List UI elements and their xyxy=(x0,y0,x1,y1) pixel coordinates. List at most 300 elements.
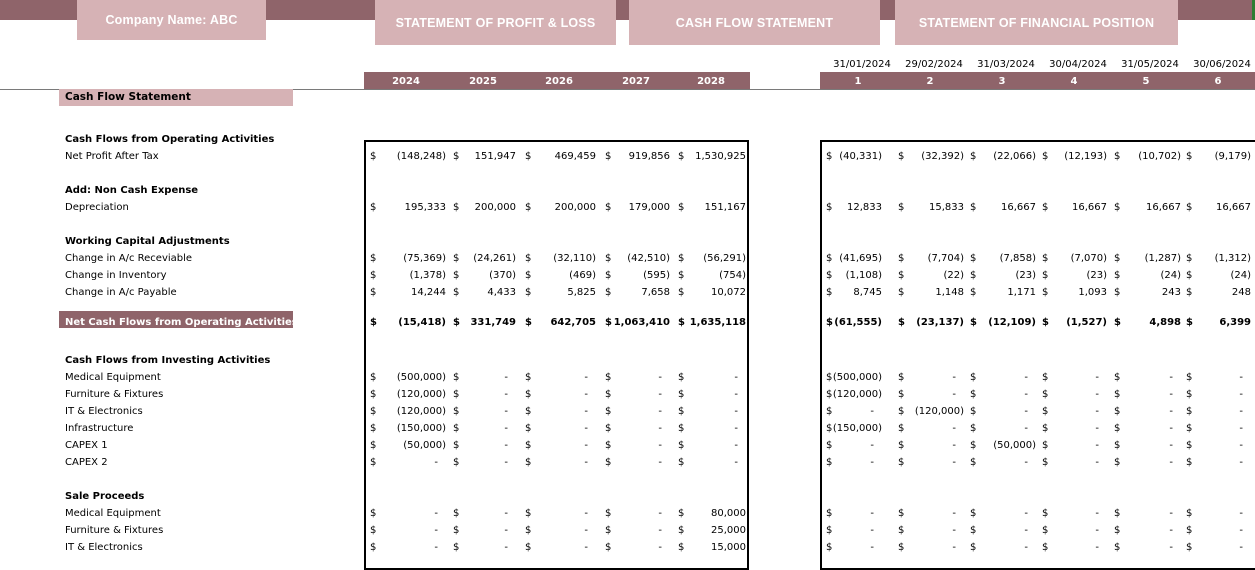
cell-value: - xyxy=(1024,542,1028,553)
currency-symbol: $ xyxy=(1186,440,1193,451)
currency-symbol: $ xyxy=(525,202,532,213)
currency-symbol: $ xyxy=(1042,287,1049,298)
row-label: Medical Equipment xyxy=(65,508,161,519)
row-label: Net Profit After Tax xyxy=(65,151,159,162)
currency-symbol: $ xyxy=(898,423,905,434)
cell-value: (24) xyxy=(1230,270,1251,281)
month-date: 29/02/2024 xyxy=(905,59,963,70)
year-header: 2026 xyxy=(545,76,573,87)
cell-value: (469) xyxy=(569,270,596,281)
section-heading: Working Capital Adjustments xyxy=(65,236,230,247)
cell-value: - xyxy=(584,423,588,434)
year-header: 2028 xyxy=(697,76,725,87)
currency-symbol: $ xyxy=(1042,423,1049,434)
cell-value: - xyxy=(1169,389,1173,400)
currency-symbol: $ xyxy=(678,372,685,383)
cell-value: - xyxy=(1169,372,1173,383)
cell-value: 16,667 xyxy=(1072,202,1107,213)
cell-value: 469,459 xyxy=(554,151,596,162)
cell-value: - xyxy=(734,372,738,383)
cell-value: (41,695) xyxy=(839,253,882,264)
cell-value: - xyxy=(1169,542,1173,553)
currency-symbol: $ xyxy=(1186,389,1193,400)
cell-value: - xyxy=(504,525,508,536)
currency-symbol: $ xyxy=(525,151,532,162)
cell-value: - xyxy=(584,457,588,468)
currency-symbol: $ xyxy=(826,457,833,468)
cell-value: - xyxy=(1239,508,1243,519)
row-label: Change in A/c Receviable xyxy=(65,253,193,264)
cell-value: 7,658 xyxy=(641,287,670,298)
cell-value: - xyxy=(1169,457,1173,468)
cell-value: 331,749 xyxy=(470,317,516,328)
cell-value: 1,063,410 xyxy=(613,317,670,328)
currency-symbol: $ xyxy=(370,423,377,434)
cell-value: - xyxy=(870,440,874,451)
currency-symbol: $ xyxy=(678,525,685,536)
currency-symbol: $ xyxy=(826,508,833,519)
cell-value: (23) xyxy=(1015,270,1036,281)
cell-value: - xyxy=(1169,423,1173,434)
cell-value: 1,093 xyxy=(1078,287,1107,298)
row-label: Furniture & Fixtures xyxy=(65,389,164,400)
currency-symbol: $ xyxy=(1042,372,1049,383)
currency-symbol: $ xyxy=(826,440,833,451)
cell-value: 16,667 xyxy=(1001,202,1036,213)
currency-symbol: $ xyxy=(370,440,377,451)
cell-value: 1,148 xyxy=(935,287,964,298)
currency-symbol: $ xyxy=(1186,457,1193,468)
cell-value: - xyxy=(952,372,956,383)
currency-symbol: $ xyxy=(605,525,612,536)
currency-symbol: $ xyxy=(453,457,460,468)
currency-symbol: $ xyxy=(1114,457,1121,468)
cell-value: (595) xyxy=(643,270,670,281)
cell-value: - xyxy=(870,508,874,519)
currency-symbol: $ xyxy=(970,525,977,536)
cell-value: 80,000 xyxy=(711,508,746,519)
currency-symbol: $ xyxy=(826,202,833,213)
cell-value: - xyxy=(1024,372,1028,383)
cell-value: - xyxy=(870,457,874,468)
currency-symbol: $ xyxy=(826,423,833,434)
year-header: 2024 xyxy=(392,76,420,87)
cell-value: - xyxy=(1239,423,1243,434)
cell-value: - xyxy=(1239,440,1243,451)
currency-symbol: $ xyxy=(1042,508,1049,519)
cell-value: (1,378) xyxy=(409,270,446,281)
cell-value: - xyxy=(584,508,588,519)
cell-value: - xyxy=(584,389,588,400)
cell-value: 5,825 xyxy=(567,287,596,298)
cell-value: - xyxy=(504,372,508,383)
row-label: Infrastructure xyxy=(65,423,134,434)
currency-symbol: $ xyxy=(898,406,905,417)
currency-symbol: $ xyxy=(453,202,460,213)
cell-value: - xyxy=(504,406,508,417)
currency-symbol: $ xyxy=(1186,508,1193,519)
currency-symbol: $ xyxy=(1042,270,1049,281)
cell-value: (1,287) xyxy=(1144,253,1181,264)
month-date: 31/03/2024 xyxy=(977,59,1035,70)
cell-value: (42,510) xyxy=(627,253,670,264)
cell-value: - xyxy=(1095,525,1099,536)
currency-symbol: $ xyxy=(970,423,977,434)
currency-symbol: $ xyxy=(605,202,612,213)
cell-value: (22) xyxy=(943,270,964,281)
cell-value: (50,000) xyxy=(993,440,1036,451)
currency-symbol: $ xyxy=(525,508,532,519)
currency-symbol: $ xyxy=(453,423,460,434)
currency-symbol: $ xyxy=(605,457,612,468)
period-header: 2 xyxy=(926,76,934,87)
cell-value: 4,898 xyxy=(1149,317,1181,328)
currency-symbol: $ xyxy=(898,440,905,451)
cell-value: - xyxy=(434,525,438,536)
month-date: 30/04/2024 xyxy=(1049,59,1107,70)
cell-value: - xyxy=(504,423,508,434)
cell-value: - xyxy=(1095,389,1099,400)
currency-symbol: $ xyxy=(970,202,977,213)
currency-symbol: $ xyxy=(370,406,377,417)
cell-value: - xyxy=(952,423,956,434)
cell-value: (24,261) xyxy=(473,253,516,264)
cell-value: (22,066) xyxy=(993,151,1036,162)
currency-symbol: $ xyxy=(525,372,532,383)
currency-symbol: $ xyxy=(1186,372,1193,383)
currency-symbol: $ xyxy=(370,317,377,328)
cell-value: 179,000 xyxy=(628,202,670,213)
cell-value: - xyxy=(658,542,662,553)
currency-symbol: $ xyxy=(970,457,977,468)
currency-symbol: $ xyxy=(826,253,833,264)
currency-symbol: $ xyxy=(605,151,612,162)
cell-value: 6,399 xyxy=(1219,317,1251,328)
currency-symbol: $ xyxy=(678,440,685,451)
cell-value: - xyxy=(434,542,438,553)
currency-symbol: $ xyxy=(525,317,532,328)
currency-symbol: $ xyxy=(678,542,685,553)
currency-symbol: $ xyxy=(1042,317,1049,328)
cell-value: 195,333 xyxy=(404,202,446,213)
currency-symbol: $ xyxy=(898,372,905,383)
currency-symbol: $ xyxy=(1114,151,1121,162)
cell-value: - xyxy=(952,542,956,553)
currency-symbol: $ xyxy=(898,542,905,553)
profit-loss-button[interactable]: STATEMENT OF PROFIT & LOSS xyxy=(375,0,616,45)
currency-symbol: $ xyxy=(1114,287,1121,298)
currency-symbol: $ xyxy=(525,440,532,451)
month-date: 30/06/2024 xyxy=(1193,59,1251,70)
cell-value: (7,070) xyxy=(1070,253,1107,264)
cell-value: - xyxy=(658,508,662,519)
currency-symbol: $ xyxy=(1042,440,1049,451)
currency-symbol: $ xyxy=(970,440,977,451)
cell-value: - xyxy=(584,542,588,553)
cell-value: 1,171 xyxy=(1007,287,1036,298)
cell-value: - xyxy=(1024,423,1028,434)
cash-flow-button[interactable]: CASH FLOW STATEMENT xyxy=(629,0,880,45)
cell-value: (32,110) xyxy=(553,253,596,264)
cell-value: 16,667 xyxy=(1216,202,1251,213)
month-date: 31/01/2024 xyxy=(833,59,891,70)
cell-value: - xyxy=(870,406,874,417)
currency-symbol: $ xyxy=(1186,287,1193,298)
cell-value: 1,530,925 xyxy=(695,151,746,162)
period-header: 4 xyxy=(1070,76,1078,87)
currency-symbol: $ xyxy=(826,542,833,553)
cell-value: 243 xyxy=(1161,287,1181,298)
currency-symbol: $ xyxy=(898,253,905,264)
currency-symbol: $ xyxy=(1042,525,1049,536)
currency-symbol: $ xyxy=(370,542,377,553)
cell-value: - xyxy=(504,440,508,451)
currency-symbol: $ xyxy=(898,389,905,400)
currency-symbol: $ xyxy=(678,389,685,400)
cell-value: - xyxy=(1169,525,1173,536)
cell-value: 25,000 xyxy=(711,525,746,536)
cell-value: (370) xyxy=(489,270,516,281)
cell-value: 151,167 xyxy=(704,202,746,213)
cell-value: (12,193) xyxy=(1064,151,1107,162)
cell-value: - xyxy=(584,372,588,383)
currency-symbol: $ xyxy=(1114,423,1121,434)
currency-symbol: $ xyxy=(525,542,532,553)
currency-symbol: $ xyxy=(1186,542,1193,553)
cell-value: (40,331) xyxy=(839,151,882,162)
currency-symbol: $ xyxy=(370,389,377,400)
currency-symbol: $ xyxy=(898,525,905,536)
cell-value: (12,109) xyxy=(988,317,1036,328)
section-heading: Cash Flows from Investing Activities xyxy=(65,355,271,366)
currency-symbol: $ xyxy=(370,202,377,213)
currency-symbol: $ xyxy=(678,317,685,328)
cell-value: - xyxy=(952,525,956,536)
currency-symbol: $ xyxy=(453,270,460,281)
currency-symbol: $ xyxy=(970,270,977,281)
currency-symbol: $ xyxy=(453,253,460,264)
cell-value: - xyxy=(658,440,662,451)
currency-symbol: $ xyxy=(678,406,685,417)
cell-value: (32,392) xyxy=(921,151,964,162)
currency-symbol: $ xyxy=(1042,389,1049,400)
currency-symbol: $ xyxy=(370,508,377,519)
currency-symbol: $ xyxy=(370,372,377,383)
currency-symbol: $ xyxy=(678,457,685,468)
cell-value: (10,702) xyxy=(1138,151,1181,162)
currency-symbol: $ xyxy=(826,317,833,328)
currency-symbol: $ xyxy=(370,287,377,298)
cell-value: - xyxy=(1169,508,1173,519)
cell-value: 16,667 xyxy=(1146,202,1181,213)
currency-symbol: $ xyxy=(970,406,977,417)
currency-symbol: $ xyxy=(678,202,685,213)
row-label: CAPEX 2 xyxy=(65,457,108,468)
cell-value: - xyxy=(870,542,874,553)
section-heading: Sale Proceeds xyxy=(65,491,145,502)
company-name-button[interactable]: Company Name: ABC xyxy=(77,0,266,40)
cell-value: - xyxy=(504,508,508,519)
cell-value: (150,000) xyxy=(396,423,446,434)
currency-symbol: $ xyxy=(1114,253,1121,264)
currency-symbol: $ xyxy=(1042,406,1049,417)
row-label: CAPEX 1 xyxy=(65,440,108,451)
section-heading: Cash Flows from Operating Activities xyxy=(65,134,275,145)
currency-symbol: $ xyxy=(1042,151,1049,162)
currency-symbol: $ xyxy=(1114,389,1121,400)
cell-value: - xyxy=(658,406,662,417)
currency-symbol: $ xyxy=(970,542,977,553)
currency-symbol: $ xyxy=(605,542,612,553)
row-label: Change in A/c Payable xyxy=(65,287,177,298)
cell-value: - xyxy=(734,423,738,434)
currency-symbol: $ xyxy=(970,508,977,519)
currency-symbol: $ xyxy=(605,317,612,328)
annual-header xyxy=(364,72,750,89)
row-label: Change in Inventory xyxy=(65,270,167,281)
financial-position-button[interactable]: STATEMENT OF FINANCIAL POSITION xyxy=(895,0,1178,45)
cell-value: - xyxy=(1024,508,1028,519)
cell-value: (75,369) xyxy=(403,253,446,264)
month-date: 31/05/2024 xyxy=(1121,59,1179,70)
period-header: 5 xyxy=(1142,76,1150,87)
currency-symbol: $ xyxy=(370,270,377,281)
cell-value: - xyxy=(952,508,956,519)
cell-value: - xyxy=(1095,457,1099,468)
currency-symbol: $ xyxy=(453,542,460,553)
cell-value: (120,000) xyxy=(396,406,446,417)
currency-symbol: $ xyxy=(678,287,685,298)
currency-symbol: $ xyxy=(605,440,612,451)
cell-value: - xyxy=(952,440,956,451)
currency-symbol: $ xyxy=(1186,406,1193,417)
cell-value: (7,858) xyxy=(999,253,1036,264)
cell-value: - xyxy=(1095,423,1099,434)
cell-value: - xyxy=(1024,389,1028,400)
currency-symbol: $ xyxy=(826,151,833,162)
row-label: IT & Electronics xyxy=(65,406,143,417)
cell-value: - xyxy=(952,389,956,400)
cell-value: (1,527) xyxy=(1066,317,1107,328)
cell-value: - xyxy=(658,457,662,468)
currency-symbol: $ xyxy=(525,253,532,264)
cell-value: 919,856 xyxy=(628,151,670,162)
currency-symbol: $ xyxy=(370,457,377,468)
currency-symbol: $ xyxy=(826,406,833,417)
cell-value: - xyxy=(504,542,508,553)
currency-symbol: $ xyxy=(605,372,612,383)
row-label: Depreciation xyxy=(65,202,129,213)
currency-symbol: $ xyxy=(605,423,612,434)
cell-value: (23) xyxy=(1086,270,1107,281)
cell-value: 642,705 xyxy=(550,317,596,328)
currency-symbol: $ xyxy=(1114,440,1121,451)
cell-value: (120,000) xyxy=(914,406,964,417)
currency-symbol: $ xyxy=(1186,151,1193,162)
cell-value: - xyxy=(434,457,438,468)
row-label: Furniture & Fixtures xyxy=(65,525,164,536)
year-header: 2027 xyxy=(622,76,650,87)
cell-value: - xyxy=(584,525,588,536)
currency-symbol: $ xyxy=(605,253,612,264)
currency-symbol: $ xyxy=(1186,270,1193,281)
cell-value: (1,108) xyxy=(845,270,882,281)
currency-symbol: $ xyxy=(453,389,460,400)
currency-symbol: $ xyxy=(1186,253,1193,264)
currency-symbol: $ xyxy=(898,151,905,162)
cell-value: - xyxy=(734,406,738,417)
currency-symbol: $ xyxy=(453,525,460,536)
currency-symbol: $ xyxy=(826,270,833,281)
cell-value: (120,000) xyxy=(396,389,446,400)
cell-value: - xyxy=(734,457,738,468)
cell-value: - xyxy=(504,457,508,468)
currency-symbol: $ xyxy=(1042,202,1049,213)
currency-symbol: $ xyxy=(453,372,460,383)
currency-symbol: $ xyxy=(898,508,905,519)
row-label: IT & Electronics xyxy=(65,542,143,553)
row-label: Medical Equipment xyxy=(65,372,161,383)
cell-value: - xyxy=(1095,372,1099,383)
cell-value: (1,312) xyxy=(1214,253,1251,264)
currency-symbol: $ xyxy=(1114,202,1121,213)
currency-symbol: $ xyxy=(898,270,905,281)
cell-value: 200,000 xyxy=(554,202,596,213)
cell-value: (500,000) xyxy=(396,372,446,383)
currency-symbol: $ xyxy=(898,457,905,468)
currency-symbol: $ xyxy=(1042,542,1049,553)
cell-value: (148,248) xyxy=(396,151,446,162)
period-header: 6 xyxy=(1214,76,1222,87)
currency-symbol: $ xyxy=(525,389,532,400)
currency-symbol: $ xyxy=(970,389,977,400)
cell-value: - xyxy=(734,389,738,400)
cell-value: 14,244 xyxy=(411,287,446,298)
cell-value: 151,947 xyxy=(474,151,516,162)
currency-symbol: $ xyxy=(678,423,685,434)
currency-symbol: $ xyxy=(826,389,833,400)
cell-value: 15,000 xyxy=(711,542,746,553)
currency-symbol: $ xyxy=(525,406,532,417)
cell-value: - xyxy=(1239,372,1243,383)
currency-symbol: $ xyxy=(525,525,532,536)
currency-symbol: $ xyxy=(970,317,977,328)
currency-symbol: $ xyxy=(678,270,685,281)
currency-symbol: $ xyxy=(370,151,377,162)
period-header: 1 xyxy=(854,76,862,87)
currency-symbol: $ xyxy=(678,151,685,162)
currency-symbol: $ xyxy=(970,151,977,162)
currency-symbol: $ xyxy=(970,253,977,264)
currency-symbol: $ xyxy=(826,287,833,298)
cell-value: (15,418) xyxy=(398,317,446,328)
cell-value: - xyxy=(952,457,956,468)
currency-symbol: $ xyxy=(525,457,532,468)
cell-value: - xyxy=(504,389,508,400)
currency-symbol: $ xyxy=(525,270,532,281)
cell-value: - xyxy=(870,525,874,536)
currency-symbol: $ xyxy=(970,287,977,298)
cell-value: - xyxy=(1239,457,1243,468)
currency-symbol: $ xyxy=(898,202,905,213)
cell-value: - xyxy=(1095,440,1099,451)
currency-symbol: $ xyxy=(898,317,905,328)
cell-value: - xyxy=(1095,406,1099,417)
cell-value: - xyxy=(1239,406,1243,417)
cell-value: - xyxy=(1169,440,1173,451)
net-operating-label: Net Cash Flows from Operating Activities xyxy=(65,317,298,328)
currency-symbol: $ xyxy=(826,525,833,536)
